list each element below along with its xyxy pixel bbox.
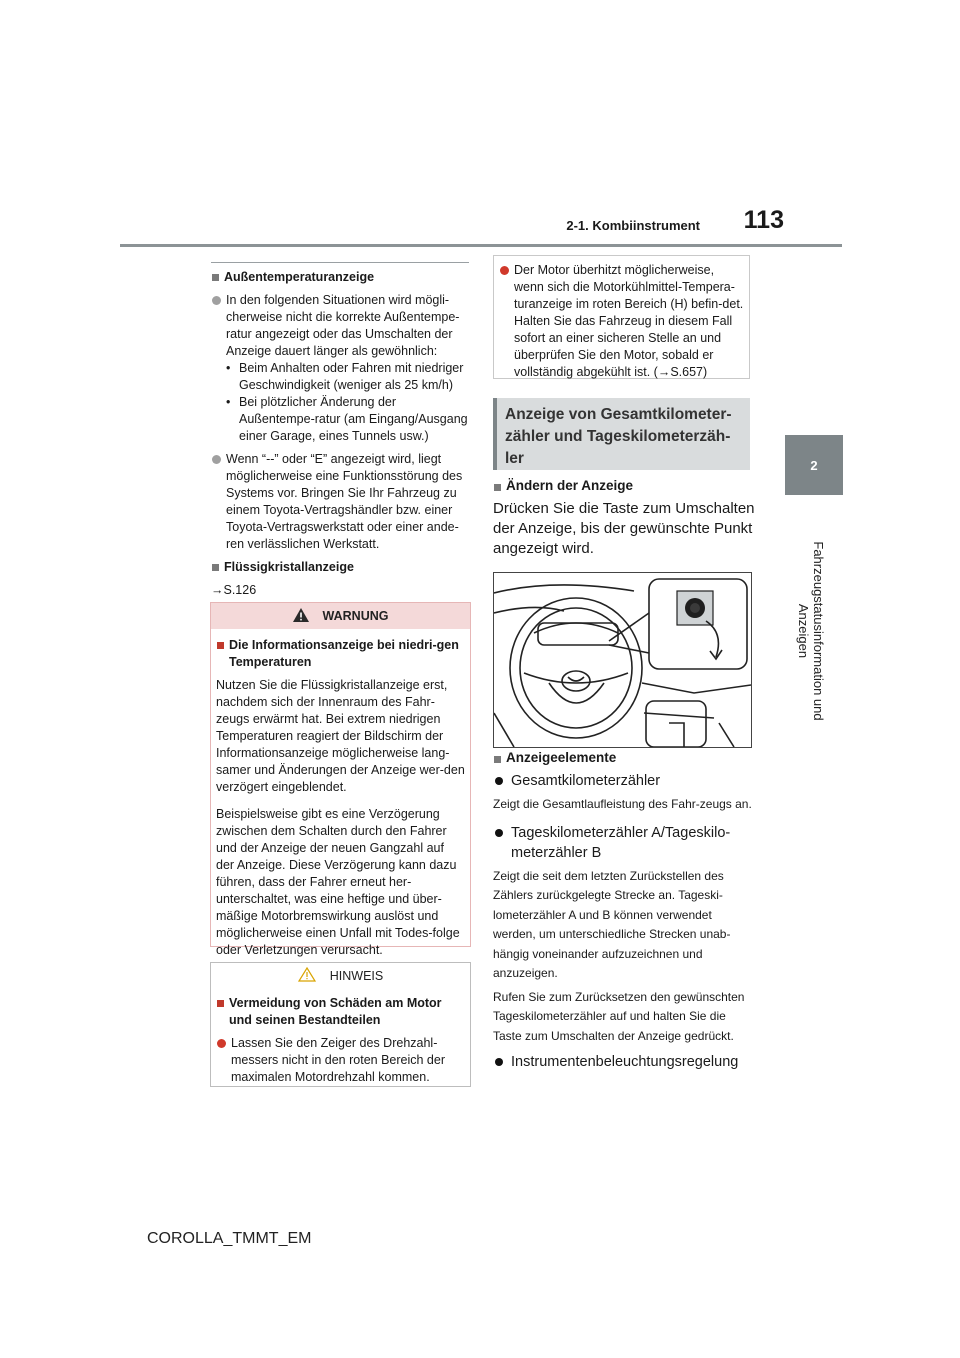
square-marker-icon xyxy=(212,564,219,571)
caution-triangle-icon xyxy=(298,967,316,985)
overheat-text: Der Motor überhitzt möglicherweise, wenn sich die Motorkühlmittel-Tempera-turanzeige im roten Bereich (H) befin-det. Halten Sie das Fahrzeug in diesem Fall sofort an einer sicheren Stelle an und überprüfen Sie den Motor, sobald er vollständig abgekühlt ist. (→S.657) xyxy=(514,263,744,379)
bullet-dot-icon xyxy=(495,777,503,785)
odometer-text: Zeigt die Gesamtlaufleistung des Fahr-zeugs an. xyxy=(493,797,752,811)
footer-model-code: COROLLA_TMMT_EM xyxy=(147,1230,312,1247)
steering-wheel-icon xyxy=(494,573,751,747)
square-marker-icon xyxy=(217,1000,224,1007)
lcd-page-reference: →S.126 xyxy=(211,583,257,597)
elements-heading: Anzeigeelemente xyxy=(493,750,755,765)
trip-meter-text2: Rufen Sie zum Zurücksetzen den gewünschten Tageskilometerzähler auf und halten Sie die Taste zum Umschalten der Anzeige gedrückt. xyxy=(493,989,745,1043)
overheat-note-box xyxy=(493,255,750,379)
chapter-tab xyxy=(785,435,843,495)
outside-temp-para1: In den folgenden Situationen wird mögli-cherweise nicht die korrekte Außentempe-ratur angezeigt oder das Umschalten der Anzeige dauert länger als gewöhnlich: • Beim Anhalten oder Fahren mit niedriger Geschwindigkeit (weniger als 25 km/h) • Bei plötzlicher Änderung der Außentempe-ratur (am Eingang/Ausgang einer Garage, eines Tunnels usw.) xyxy=(211,292,469,445)
warning-para1: Nutzen Sie die Flüssigkristallanzeige erst, nachdem sich der Innenraum des Fahr-zeugs erwärmt hat. Bei extrem niedrigen Temperaturen reagiert der Bildschirm der Informationsanzeige möglicherweise lang-samer und Änderungen der Anzeige wer-den verzögert eingeblendet. xyxy=(216,678,465,794)
square-marker-icon xyxy=(494,484,501,491)
trip-meter-item: Tageskilometerzähler A/Tageskilo-meterzähler B xyxy=(493,823,755,863)
square-marker-icon xyxy=(494,756,501,763)
change-display-block xyxy=(493,478,755,559)
warning-para2: Beispielsweise gibt es eine Verzögerung zwischen dem Schalten durch den Fahrer und der Anzeige der neuen Gangzahl auf der Anzeige. Diese Verzögerung kann dazu führen, dass der Fahrer erneut her-unterschaltet, was eine heftige und über-mäßige Motorbremswirkung auslöst und möglicherweise einen Unfall mit Todes-folge oder Verletzungen verursacht. xyxy=(216,807,460,957)
bullet-dot-icon xyxy=(495,829,503,837)
section-title: 2-1. Kombiinstrument xyxy=(566,218,700,233)
section-heading: Anzeige von Gesamtkilometer-zähler und Tageskilometerzäh-ler xyxy=(493,398,750,470)
change-heading: Ändern der Anzeige xyxy=(493,478,755,493)
left-column xyxy=(211,262,469,605)
notice-para: Lassen Sie den Zeiger des Drehzahl-messers nicht in den roten Bereich der maximalen Motordrehzahl kommen. xyxy=(216,1035,465,1086)
warning-heading: Die Informationsanzeige bei niedri-gen Temperaturen xyxy=(216,637,465,671)
bullet-dot-icon xyxy=(495,1058,503,1066)
change-text: Drücken Sie die Taste zum Umschalten der Anzeige, bis der gewünschte Punkt angezeigt wird. xyxy=(493,500,755,557)
side-title: Fahrzeugstatusinformation und Anzeigen xyxy=(796,541,826,721)
circle-bullet-icon xyxy=(212,296,221,305)
page-number: 113 xyxy=(743,206,784,234)
header-rule xyxy=(120,244,842,247)
circle-bullet-icon xyxy=(212,455,221,464)
notice-header: HINWEIS xyxy=(211,963,470,989)
notice-box xyxy=(210,962,471,1087)
display-elements-block xyxy=(493,750,755,1076)
outside-temp-para2: Wenn “--” oder “E” angezeigt wird, liegt möglicherweise eine Funktionsstörung des Systems vor. Bringen Sie Ihr Fahrzeug zu einem Toyota-Vertragshändler bzw. einer Toyota-Vertragswerkstatt oder einer ande-ren verlässlichen Werkstatt. xyxy=(211,451,469,553)
circle-bullet-icon xyxy=(500,266,509,275)
steering-wheel-illustration xyxy=(493,572,752,748)
list-item: • Bei plötzlicher Änderung der Außentempe-ratur (am Eingang/Ausgang einer Garage, eines Tunnels usw.) xyxy=(226,395,468,443)
warning-triangle-icon xyxy=(293,608,309,625)
trip-meter-text1: Zeigt die seit dem letzten Zurückstellen des Zählers zurückgelegte Strecke an. Tageski-lometerzähler A und B können verwendet werden, um unterschiedliche Strecken unab-hängig voneinander aufzuzeichnen und anzuzeigen. xyxy=(493,868,731,980)
notice-heading: Vermeidung von Schäden am Motor und seinen Bestandteilen xyxy=(216,995,465,1029)
warning-box xyxy=(210,602,471,957)
illumination-item: Instrumentenbeleuchtungsregelung xyxy=(493,1052,755,1072)
square-marker-icon xyxy=(212,274,219,281)
chapter-tab-label: 2 xyxy=(810,457,818,473)
list-item: • Beim Anhalten oder Fahren mit niedriger Geschwindigkeit (weniger als 25 km/h) xyxy=(226,361,464,392)
square-marker-icon xyxy=(217,642,224,649)
lcd-heading: Flüssigkristallanzeige xyxy=(211,559,469,576)
circle-bullet-icon xyxy=(217,1039,226,1048)
outside-temp-heading: Außentemperaturanzeige xyxy=(211,262,469,286)
odometer-item: Gesamtkilometerzähler xyxy=(493,771,755,791)
warning-header: WARNUNG xyxy=(211,603,470,629)
